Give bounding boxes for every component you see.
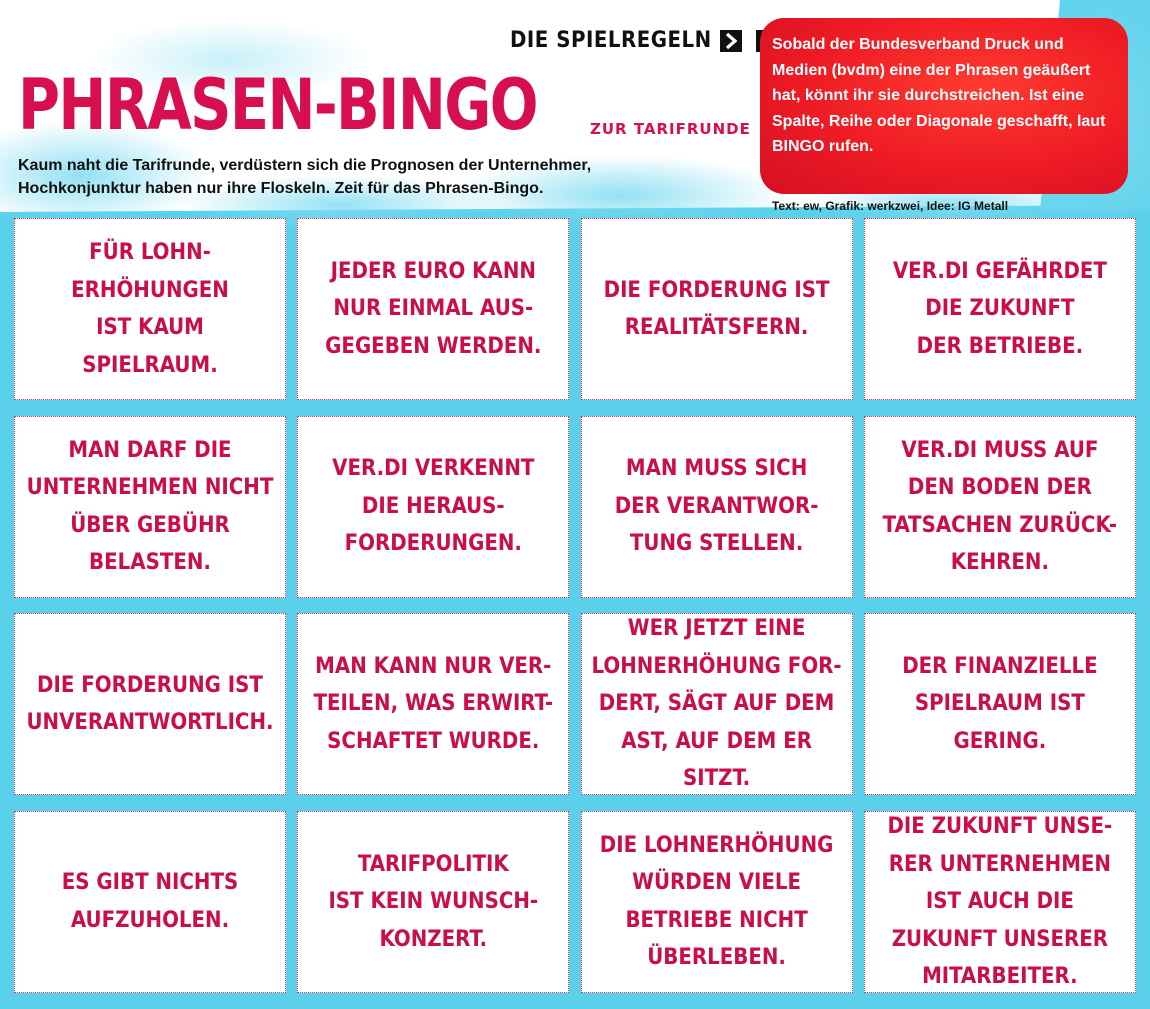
credit-line: Text: ew, Grafik: werkzwei, Idee: IG Metall — [772, 199, 1009, 213]
bingo-cell[interactable] — [14, 416, 286, 598]
intro-text: Kaum naht die Tarifrunde, verdüstern sich die Prognosen der Unternehmer, Hochkonjunktur haben nur ihre Floskeln. Zeit für das Phrasen-Bingo. — [18, 157, 592, 197]
bingo-cell[interactable] — [297, 613, 569, 795]
chevron-right-icon — [720, 30, 742, 52]
bingo-phrase: VER.DI VERKENNT DIE HERAUS- FORDERUNGEN. — [332, 456, 535, 557]
bingo-cell[interactable] — [297, 811, 569, 993]
bingo-phrase: MAN KANN NUR VER- TEILEN, WAS ERWIRT- SCHAFTET WURDE. — [313, 653, 554, 754]
bingo-phrase: VER.DI GEFÄHRDET DIE ZUKUNFT DER BETRIEBE. — [892, 258, 1107, 359]
rules-label: DIE SPIELREGELN — [510, 28, 712, 53]
bingo-phrase: FÜR LOHN- ERHÖHUNGEN IST KAUM SPIELRAUM. — [71, 240, 229, 378]
bingo-phrase: TARIFPOLITIK IST KEIN WUNSCH- KONZERT. — [328, 851, 539, 952]
rules-box — [760, 18, 1128, 194]
bingo-phrase: MAN MUSS SICH DER VERANTWOR- TUNG STELLEN. — [614, 456, 819, 557]
bingo-cell[interactable] — [14, 218, 286, 400]
bingo-phrase: WER JETZT EINE LOHNERHÖHUNG FOR- DERT, SÄGT AUF DEM AST, AUF DEM ER SITZT. — [591, 616, 842, 792]
bingo-grid — [14, 218, 1136, 994]
bingo-phrase: ES GIBT NICHTS AUFZUHOLEN. — [61, 870, 239, 933]
bingo-cell[interactable] — [581, 613, 853, 795]
rules-text: Sobald der Bundesverband Druck und Medien (bvdm) eine der Phrasen geäußert hat, könnt ihr sie durchstreichen. Ist eine Spalte, Reihe oder Diagonale geschafft, laut BINGO rufen. — [772, 36, 1106, 156]
bingo-phrase: JEDER EURO KANN NUR EINMAL AUS- GEGEBEN WERDEN. — [325, 258, 542, 359]
bingo-cell[interactable] — [581, 811, 853, 993]
bingo-phrase: DIE LOHNERHÖHUNG WÜRDEN VIELE BETRIEBE NICHT ÜBERLEBEN. — [599, 832, 834, 971]
bingo-cell[interactable] — [581, 416, 853, 598]
bingo-phrase: VER.DI MUSS AUF DEN BODEN DER TATSACHEN ZURÜCK- KEHREN. — [882, 437, 1118, 576]
bingo-cell[interactable] — [864, 613, 1136, 795]
bingo-cell[interactable] — [297, 416, 569, 598]
bingo-cell[interactable] — [864, 416, 1136, 598]
bingo-cell[interactable] — [864, 811, 1136, 993]
bingo-phrase: MAN DARF DIE UNTERNEHMEN NICHT ÜBER GEBÜHR BELASTEN. — [26, 437, 274, 576]
bingo-cell[interactable] — [581, 218, 853, 400]
bingo-phrase: DIE ZUKUNFT UNSE- RER UNTERNEHMEN IST AUCH DIE ZUKUNFT UNSERER MITARBEITER. — [887, 814, 1113, 990]
page-title: PHRASEN-BINGO — [18, 64, 537, 146]
bingo-cell[interactable] — [297, 218, 569, 400]
bingo-cell[interactable] — [14, 613, 286, 795]
bingo-cell[interactable] — [14, 811, 286, 993]
bingo-phrase: DIE FORDERUNG IST UNVERANTWORTLICH. — [26, 672, 274, 736]
bingo-cell[interactable] — [864, 218, 1136, 400]
bingo-phrase: DER FINANZIELLE SPIELRAUM IST GERING. — [902, 653, 1098, 754]
bingo-phrase: DIE FORDERUNG IST REALITÄTSFERN. — [603, 277, 830, 340]
page-subtitle: ZUR TARIFRUNDE — [590, 120, 751, 138]
